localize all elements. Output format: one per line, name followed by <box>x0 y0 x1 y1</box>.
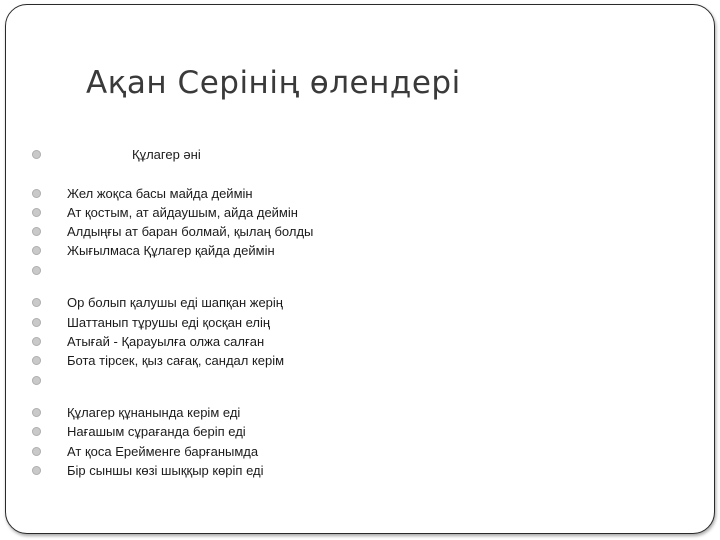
verse-line: Шаттанып тұрушы еді қосқан елің <box>67 315 271 330</box>
subtitle-text: Құлагер әні <box>132 147 201 162</box>
bullet-icon <box>32 427 41 436</box>
bullet-icon <box>32 376 41 385</box>
bullet-icon <box>32 266 41 275</box>
bullet-icon <box>32 337 41 346</box>
bullet-icon <box>32 298 41 307</box>
verse-line: Бір сыншы көзі шыққыр көріп еді <box>67 463 264 478</box>
bullet-icon <box>32 246 41 255</box>
slide-title: Ақан Серінің өлендері <box>86 65 461 101</box>
bullet-icon <box>32 189 41 198</box>
verse-line: Ор болып қалушы еді шапқан жерің <box>67 295 283 310</box>
bullet-icon <box>32 318 41 327</box>
verse-line: Атығай - Қарауылға олжа салған <box>67 334 265 349</box>
verse-line: Ат қоса Ерейменге барғанымда <box>67 444 259 459</box>
bullet-icon <box>32 208 41 217</box>
bullet-icon <box>32 408 41 417</box>
slide <box>5 4 715 534</box>
verse-line: Ат қостым, ат айдаушым, айда деймін <box>67 205 298 220</box>
verse-line: Жығылмаса Құлагер қайда деймін <box>67 243 275 258</box>
verse-line: Жел жоқса басы майда деймін <box>67 186 253 201</box>
verse-line: Нағашым сұрағанда беріп еді <box>67 424 246 439</box>
bullet-icon <box>32 150 41 159</box>
bullet-icon <box>32 227 41 236</box>
verse-line: Бота тірсек, қыз сағақ, сандал керім <box>67 353 285 368</box>
verse-line: Алдыңғы ат баран болмай, қылаң болды <box>67 224 314 239</box>
verse-line: Құлагер құнанында керім еді <box>67 405 241 420</box>
bullet-icon <box>32 447 41 456</box>
bullet-icon <box>32 356 41 365</box>
bullet-icon <box>32 466 41 475</box>
